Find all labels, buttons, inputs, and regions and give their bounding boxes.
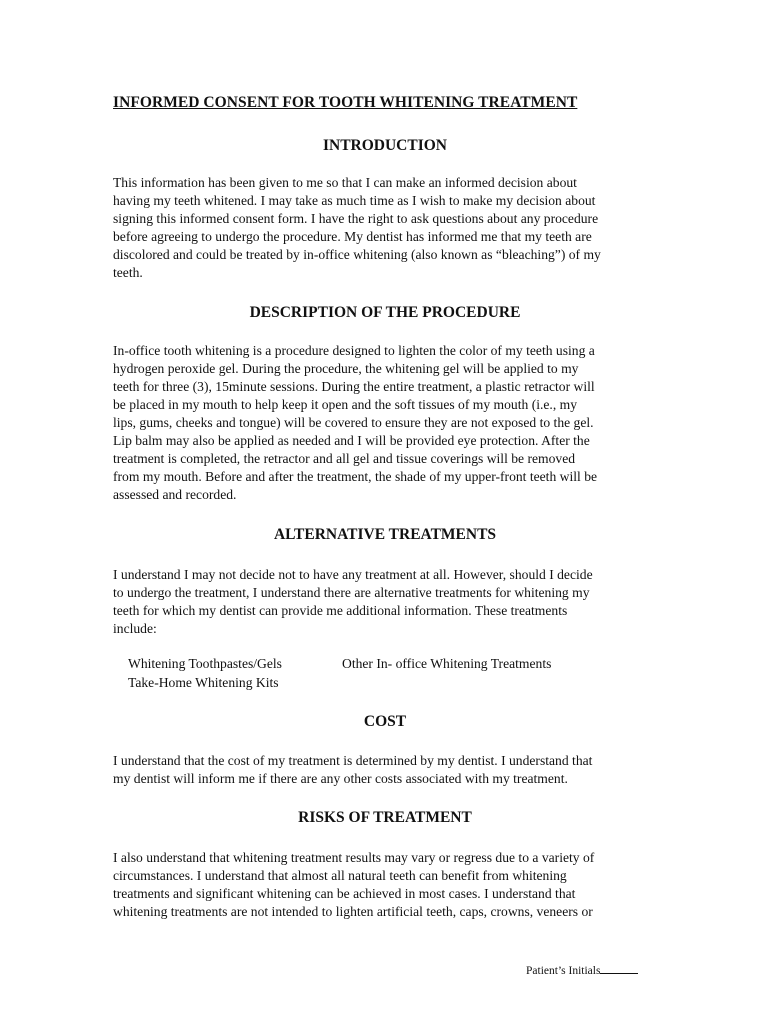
paragraph-line: teeth for three (3), 15minute sessions. During the entire treatment, a plastic retractor will [113,379,595,394]
paragraph-line: include: [113,621,157,636]
paragraph-line: treatment is completed, the retractor and all gel and tissue coverings will be removed [113,451,576,466]
paragraph-line: to undergo the treatment, I understand there are alternative treatments for whitening my [113,585,590,600]
introduction-paragraph [113,174,663,282]
alternatives-paragraph [113,566,663,638]
list-item: Other In- office Whitening Treatments [342,656,552,671]
patient-initials [526,963,638,977]
paragraph-line: circumstances. I understand that almost all natural teeth can benefit from whitening [113,868,567,883]
document-title: INFORMED CONSENT FOR TOOTH WHITENING TREATMENT [113,94,578,111]
initials-blank-line[interactable] [600,963,638,974]
paragraph-line: I understand I may not decide not to have any treatment at all. However, should I decide [113,567,593,582]
paragraph-line: whitening treatments are not intended to lighten artificial teeth, caps, crowns, veneers or [113,904,593,919]
paragraph-line: signing this informed consent form. I have the right to ask questions about any procedure [113,211,599,226]
paragraph-line: discolored and could be treated by in-office whitening (also known as “bleaching”) of my [113,247,601,262]
paragraph-line: hydrogen peroxide gel. During the procedure, the whitening gel will be applied to my [113,361,579,376]
paragraph-line: treatments and significant whitening can be achieved in most cases. I understand that [113,886,576,901]
paragraph-line: from my mouth. Before and after the treatment, the shade of my upper-front teeth will be [113,469,598,484]
cost-heading: COST [363,713,407,730]
description-paragraph [113,342,663,504]
paragraph-line: teeth. [113,265,143,280]
paragraph-line: before agreeing to undergo the procedure. My dentist has informed me that my teeth are [113,229,592,244]
alternatives-heading: ALTERNATIVE TREATMENTS [273,526,497,543]
paragraph-line: my dentist will inform me if there are any other costs associated with my treatment. [113,771,568,786]
risks-paragraph [113,849,663,921]
paragraph-line: be placed in my mouth to help keep it open and the soft tissues of my mouth (i.e., my [113,397,577,412]
patient-initials-label: Patient’s Initials [526,965,601,977]
paragraph-line: I also understand that whitening treatment results may vary or regress due to a variety of [113,850,595,865]
paragraph-line: I understand that the cost of my treatment is determined by my dentist. I understand that [113,753,593,768]
paragraph-line: lips, gums, cheeks and tongue) will be covered to ensure they are not exposed to the gel. [113,415,594,430]
list-item: Whitening Toothpastes/Gels [128,656,282,671]
introduction-heading: INTRODUCTION [322,137,447,154]
cost-paragraph [113,752,663,788]
paragraph-line: This information has been given to me so that I can make an informed decision about [113,175,577,190]
description-heading: DESCRIPTION OF THE PROCEDURE [249,304,521,321]
paragraph-line: having my teeth whitened. I may take as much time as I wish to make my decision about [113,193,596,208]
paragraph-line: teeth for which my dentist can provide me additional information. These treatments [113,603,568,618]
paragraph-line: assessed and recorded. [113,487,237,502]
paragraph-line: In-office tooth whitening is a procedure designed to lighten the color of my teeth using a [113,343,595,358]
list-item: Take-Home Whitening Kits [128,675,279,690]
paragraph-line: Lip balm may also be applied as needed and I will be provided eye protection. After the [113,433,590,448]
risks-heading: RISKS OF TREATMENT [298,809,472,826]
